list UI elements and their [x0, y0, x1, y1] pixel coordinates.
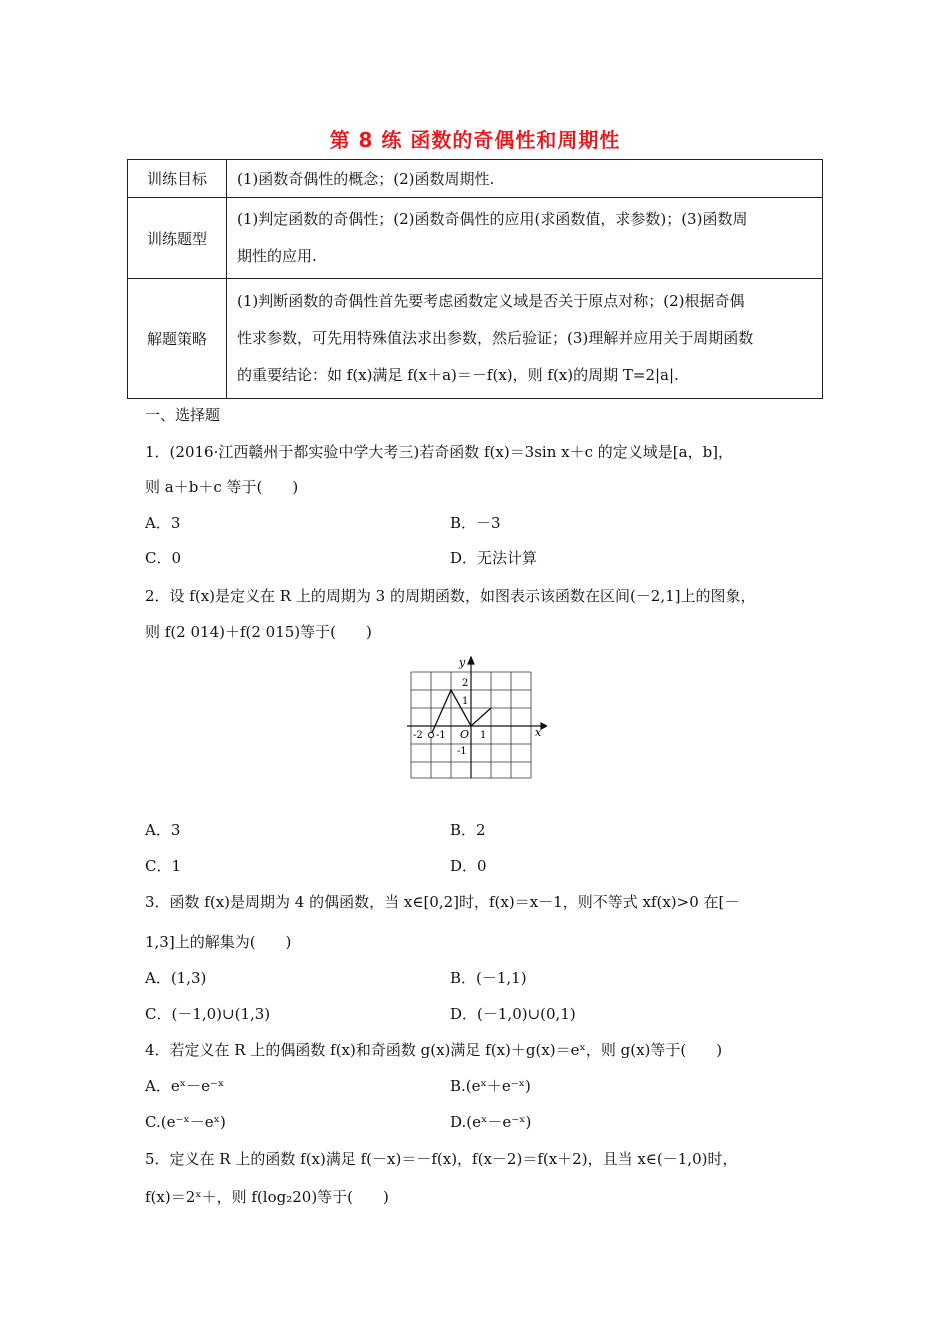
question-stem: 2．设 f(x)是定义在 R 上的周期为 3 的周期函数，如图表示该函数在区间(－2,1]上的图象，: [145, 587, 756, 605]
x-axis-label: x: [535, 726, 542, 739]
question-stem: f(x)＝2ˣ＋，则 f(log₂20)等于( ): [145, 1188, 389, 1206]
page-title: 第 8 练 函数的奇偶性和周期性: [329, 128, 621, 152]
tick-label: -1: [457, 746, 467, 757]
question-stem: 1,3]上的解集为( ): [145, 933, 292, 951]
row-value: (1)判断函数的奇偶性首先要考虑函数定义域是否关于原点对称；(2)根据奇偶 性求参数，可先用特殊值法求出参数，然后验证；(3)理解并应用关于周期函数 的重要结论：如 f(x)满足 f(x＋a)＝－f(x)，则 f(x)的周期 T=2|a|.: [227, 279, 823, 399]
question-stem: 4．若定义在 R 上的偶函数 f(x)和奇函数 g(x)满足 f(x)＋g(x)＝eˣ，则 g(x)等于( ): [145, 1041, 723, 1059]
question-stem: 则 a＋b＋c 等于( ): [145, 478, 299, 496]
option-b: B.(eˣ＋e⁻ˣ): [450, 1077, 531, 1095]
table-row: [128, 198, 823, 279]
tick-label: 1: [480, 730, 487, 741]
option-c: C．0: [145, 549, 182, 567]
question-stem: 则 f(2 014)＋f(2 015)等于( ): [145, 623, 372, 641]
open-point: [428, 732, 433, 737]
option-a: A．3: [145, 821, 181, 839]
row-value: (1)函数奇偶性的概念；(2)函数周期性.: [227, 160, 823, 198]
option-c: C．(－1,0)∪(1,3): [145, 1005, 271, 1023]
row-label: 训练目标: [128, 160, 227, 198]
option-c: C.(e⁻ˣ－eˣ): [145, 1113, 226, 1131]
tick-label: 1: [462, 696, 469, 707]
option-a: A．3: [145, 514, 181, 532]
option-b: B．2: [450, 821, 486, 839]
tick-label: 2: [462, 678, 469, 689]
axes: [407, 657, 547, 778]
row-value: (1)判定函数的奇偶性；(2)函数奇偶性的应用(求函数值，求参数)；(3)函数周 期性的应用.: [227, 198, 823, 279]
option-c: C．1: [145, 857, 182, 875]
option-d: D．(－1,0)∪(0,1): [450, 1005, 576, 1023]
option-d: D．无法计算: [450, 549, 538, 567]
option-b: B．(－1,1): [450, 969, 527, 987]
tick-label: -2: [413, 730, 423, 741]
tick-label: -1: [436, 730, 446, 741]
option-b: B．－3: [450, 514, 501, 532]
row-label: 解题策略: [128, 279, 227, 399]
option-d: D．0: [450, 857, 487, 875]
section-heading: 一、选择题: [145, 406, 221, 424]
table-row: [128, 279, 823, 399]
question-stem: 3．函数 f(x)是周期为 4 的偶函数，当 x∈[0,2]时，f(x)＝x－1，则不等式 xf(x)>0 在[－: [145, 893, 740, 911]
function-graph: [407, 656, 547, 781]
option-a: A．(1,3): [145, 969, 207, 987]
y-axis-label: y: [459, 656, 466, 669]
option-a: A．eˣ－e⁻ˣ: [145, 1077, 225, 1095]
question-stem: 1．(2016·江西赣州于都实验中学大考三)若奇函数 f(x)＝3sin x＋c 的定义域是[a，b]，: [145, 443, 734, 461]
row-label: 训练题型: [128, 198, 227, 279]
origin-label: O: [460, 728, 470, 741]
table-row: [128, 160, 823, 198]
question-stem: 5．定义在 R 上的函数 f(x)满足 f(－x)＝－f(x)，f(x－2)＝f(x＋2)，且当 x∈(－1,0)时，: [145, 1150, 738, 1168]
info-table: [127, 159, 823, 399]
option-d: D.(eˣ－e⁻ˣ): [450, 1113, 532, 1131]
